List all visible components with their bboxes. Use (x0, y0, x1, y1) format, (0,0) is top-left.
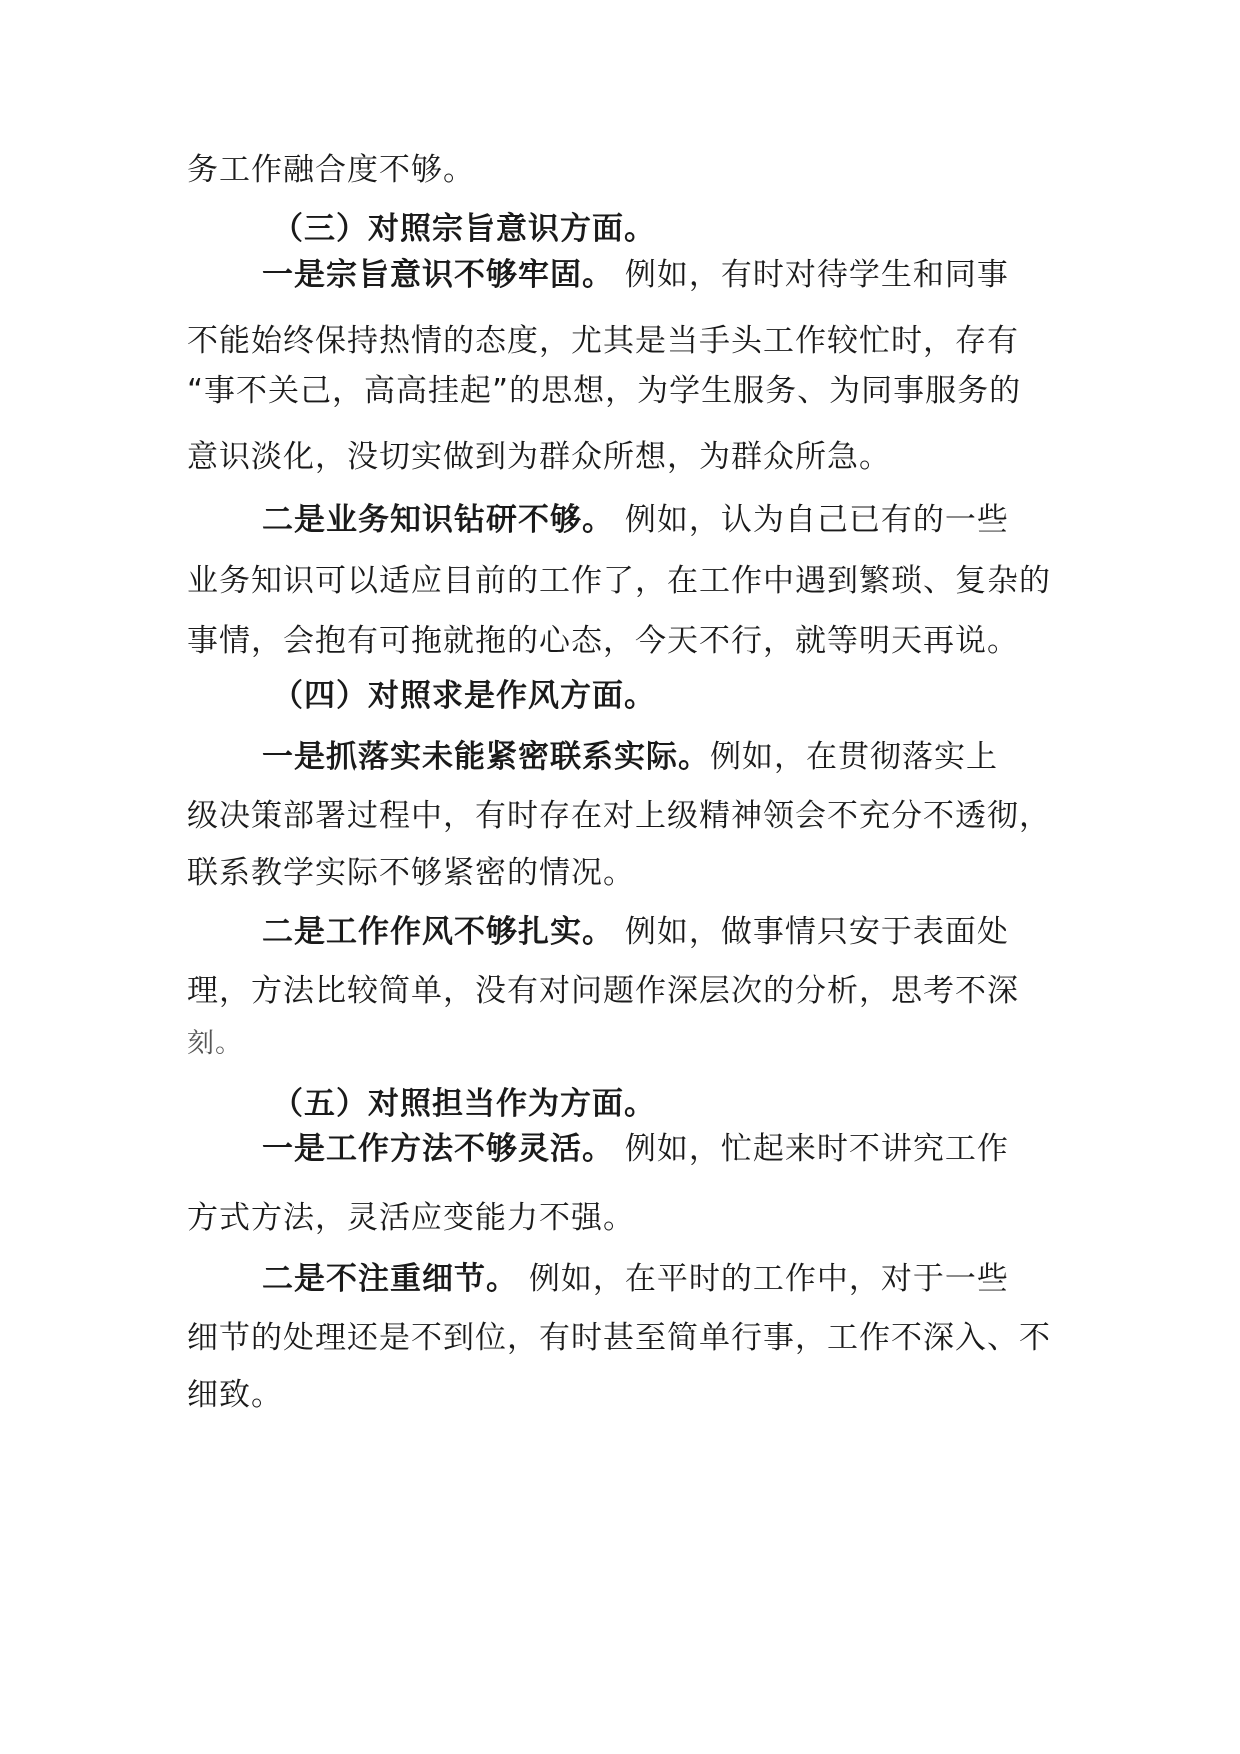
section-heading-4: （四）对照求是作风方面。 (272, 678, 656, 714)
section-heading-5: （五）对照担当作为方面。 (272, 1086, 656, 1122)
paragraph-1-line-1 (262, 255, 1090, 295)
section-heading-3: （三）对照宗旨意识方面。 (272, 211, 656, 247)
paragraph-3-text: 例如，在贯彻落实上 (710, 739, 998, 775)
paragraph-6-text: 例如，在平时的工作中，对于一些 (528, 1261, 1009, 1297)
paragraph-4-text: 例如，做事情只安于表面处 (624, 914, 1009, 950)
paragraph-6-line-2: 细节的处理还是不到位，有时甚至简单行事，工作不深入、不 (187, 1320, 1051, 1356)
paragraph-6-line-1 (262, 1259, 1090, 1299)
paragraph-3-line-3: 联系教学实际不够紧密的情况。 (187, 855, 635, 891)
paragraph-4-line-1 (262, 912, 1090, 952)
paragraph-2-lead: 二是业务知识钻研不够。 (262, 502, 614, 538)
paragraph-3-line-1 (262, 737, 1090, 777)
paragraph-4-lead: 二是工作作风不够扎实。 (262, 914, 614, 950)
text-line: 务工作融合度不够。 (187, 152, 475, 188)
paragraph-3-lead: 一是抓落实未能紧密联系实际。 (262, 739, 710, 775)
paragraph-4-line-2: 理，方法比较简单，没有对问题作深层次的分析，思考不深 (187, 973, 1019, 1009)
paragraph-5-line-2: 方式方法，灵活应变能力不强。 (187, 1200, 635, 1236)
paragraph-1-line-3: “事不关己，高高挂起”的思想，为学生服务、为同事服务的 (187, 373, 1022, 409)
paragraph-3-line-2: 级决策部署过程中，有时存在对上级精神领会不充分不透彻， (187, 798, 1051, 834)
paragraph-5-line-1 (262, 1129, 1090, 1169)
paragraph-2-line-1 (262, 500, 1090, 540)
paragraph-1-text: 例如，有时对待学生和同事 (624, 257, 1009, 293)
paragraph-5-lead: 一是工作方法不够灵活。 (262, 1131, 614, 1167)
paragraph-1-lead: 一是宗旨意识不够牢固。 (262, 257, 614, 293)
paragraph-2-text: 例如，认为自己已有的一些 (624, 502, 1009, 538)
paragraph-1-line-2: 不能始终保持热情的态度，尤其是当手头工作较忙时，存有 (187, 323, 1019, 359)
paragraph-5-text: 例如，忙起来时不讲究工作 (624, 1131, 1009, 1167)
paragraph-2-line-2: 业务知识可以适应目前的工作了，在工作中遇到繁琐、复杂的 (187, 563, 1051, 599)
paragraph-1-line-4: 意识淡化，没切实做到为群众所想，为群众所急。 (187, 439, 891, 475)
paragraph-6-line-3: 细致。 (187, 1377, 283, 1413)
paragraph-6-lead: 二是不注重细节。 (262, 1261, 518, 1297)
paragraph-2-line-3: 事情，会抱有可拖就拖的心态，今天不行，就等明天再说。 (187, 623, 1019, 659)
paragraph-4-line-3: 刻。 (187, 1028, 243, 1059)
